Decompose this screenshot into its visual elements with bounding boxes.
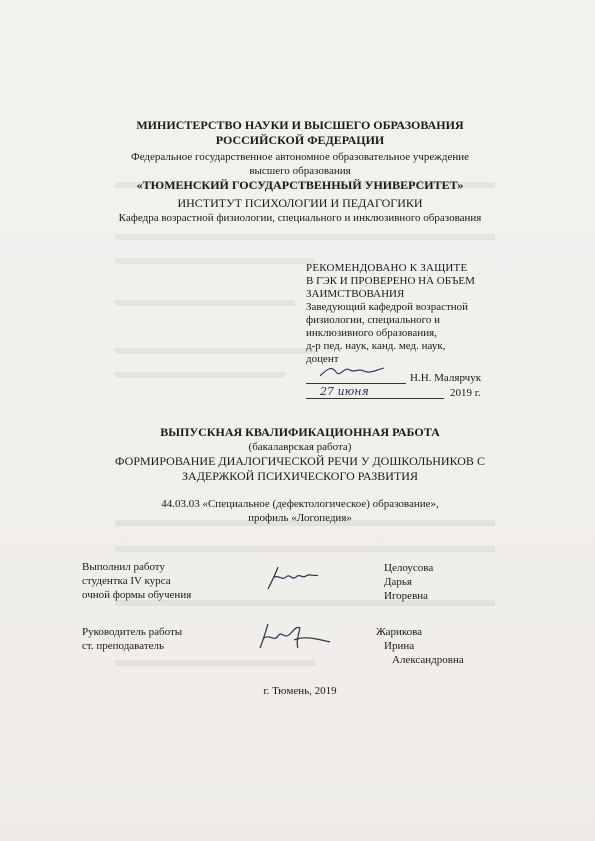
approval-position-line: физиологии, специального и (306, 314, 441, 326)
ministry-line: МИНИСТЕРСТВО НАУКИ И ВЫСШЕГО ОБРАЗОВАНИЯ (136, 118, 464, 132)
handwritten-date: 27 июня (320, 385, 369, 398)
department-name: Кафедра возрастной физиологии, специального и инклюзивного образования (118, 212, 482, 224)
approval-position-line: инклюзивного образования, (306, 327, 437, 339)
approval-line: ЗАИМСТВОВАНИЯ (306, 288, 405, 300)
show-through-line (115, 348, 315, 354)
institution-type-line: Федеральное государственное автономное образовательное учреждение (131, 151, 469, 163)
approval-degree-line: д-р пед. наук, канд. мед. наук, (306, 340, 446, 352)
ministry-header (70, 118, 530, 193)
student-surname: Целоусова (384, 562, 434, 574)
supervisor-signature (254, 618, 334, 658)
specialty-code: 44.03.03 «Специальное (дефектологическое) образование», (161, 498, 439, 510)
specialty-block (70, 497, 530, 525)
student-name-block (384, 561, 524, 603)
federation-line: РОССИЙСКОЙ ФЕДЕРАЦИИ (215, 133, 385, 147)
supervisor-label: Руководитель работы (82, 626, 183, 638)
show-through-line (115, 300, 295, 306)
education-level-line: высшего образования (249, 165, 351, 177)
work-type: (бакалаврская работа) (248, 441, 352, 453)
supervisor-name-block (376, 625, 526, 667)
approval-line: В ГЭК И ПРОВЕРЕНО НА ОБЪЕМ (306, 275, 475, 287)
topic-line: ЗАДЕРЖКОЙ ПСИХИЧЕСКОГО РАЗВИТИЯ (182, 469, 418, 483)
work-title-block (70, 425, 530, 484)
student-label: студентка IV курса (82, 575, 171, 587)
supervisor-labels (82, 625, 252, 653)
institute-name: ИНСТИТУТ ПСИХОЛОГИИ И ПЕДАГОГИКИ (177, 196, 423, 210)
university-name: «ТЮМЕНСКИЙ ГОСУДАРСТВЕННЫЙ УНИВЕРСИТЕТ» (136, 178, 464, 192)
student-label: очной формы обучения (82, 589, 192, 601)
show-through-line (115, 234, 495, 240)
student-first-name: Дарья (384, 576, 412, 588)
student-patronymic: Игоревна (384, 590, 429, 602)
city-year: г. Тюмень, 2019 (263, 685, 337, 697)
institute-block (70, 196, 530, 225)
topic-line: ФОРМИРОВАНИЕ ДИАЛОГИЧЕСКОЙ РЕЧИ У ДОШКОЛЬНИКОВ С (115, 454, 485, 468)
supervisor-first-name: Ирина (384, 640, 415, 652)
approval-position-line: Заведующий кафедрой возрастной (306, 301, 469, 313)
show-through-line (115, 546, 495, 552)
show-through-line (115, 372, 285, 378)
footer (70, 684, 530, 698)
specialty-profile: профиль «Логопедия» (248, 512, 352, 524)
approval-year: 2019 г. (450, 387, 481, 399)
approval-signer: Н.Н. Малярчук (410, 372, 482, 384)
supervisor-surname: Жарикова (376, 626, 423, 638)
supervisor-position: ст. преподаватель (82, 640, 165, 652)
work-title: ВЫПУСКНАЯ КВАЛИФИКАЦИОННАЯ РАБОТА (160, 425, 440, 439)
approval-block (306, 262, 506, 366)
show-through-line (115, 660, 315, 666)
approval-line: РЕКОМЕНДОВАНО К ЗАЩИТЕ (306, 262, 468, 274)
supervisor-patronymic: Александровна (392, 654, 464, 666)
show-through-line (115, 258, 315, 264)
student-label: Выполнил работу (82, 561, 165, 573)
signature-underline (306, 383, 406, 384)
approval-title-line: доцент (306, 353, 339, 365)
student-labels (82, 560, 252, 602)
student-signature (262, 563, 322, 597)
approval-signature (318, 362, 388, 382)
